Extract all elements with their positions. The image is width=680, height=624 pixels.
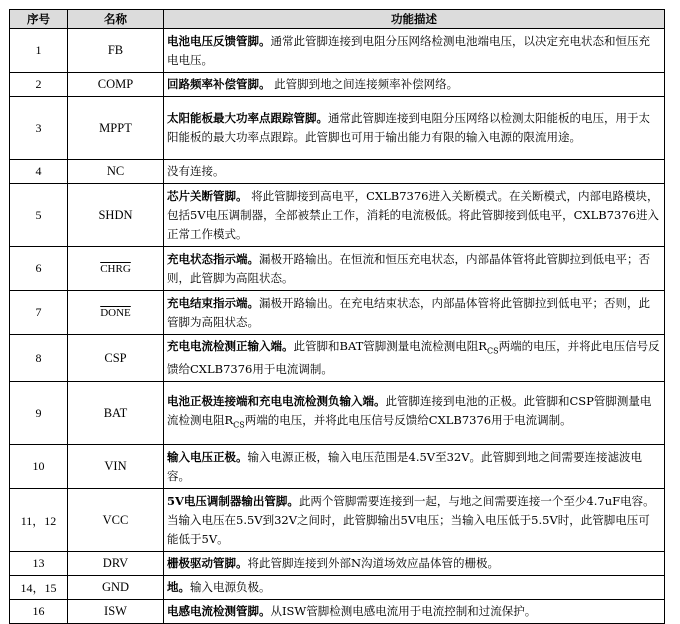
description-title: 电池电压反馈管脚。 bbox=[167, 33, 271, 48]
pin-name: BAT bbox=[68, 382, 164, 445]
description-title: 充电结束指示端。 bbox=[167, 295, 259, 310]
description-title: 芯片关断管脚。 bbox=[167, 188, 248, 203]
table-row bbox=[10, 552, 665, 576]
pin-name: SHDN bbox=[68, 184, 164, 247]
pin-number: 7 bbox=[10, 291, 68, 335]
pin-description bbox=[164, 552, 665, 576]
description-text: 此管脚和BAT管脚测量电流检测电阻R bbox=[293, 339, 487, 353]
subscript: CS bbox=[233, 420, 245, 430]
pin-name-overlined: CHRG bbox=[100, 263, 131, 275]
description-title: 充电状态指示端。 bbox=[167, 251, 259, 266]
description-text: 通常此管脚连接到电阻分压网络检测电池端电压，以决定充电状态和恒压充电电压。 bbox=[167, 33, 650, 67]
table-row bbox=[10, 184, 665, 247]
pin-number: 8 bbox=[10, 335, 68, 382]
table-row bbox=[10, 576, 665, 600]
pin-name bbox=[68, 247, 164, 291]
description-text: 两端的电压，并将此电压信号反馈给CXLB7376用于电流调制。 bbox=[167, 339, 660, 377]
table-row bbox=[10, 600, 665, 624]
table-row bbox=[10, 73, 665, 97]
pin-number: 14，15 bbox=[10, 576, 68, 600]
description-title: 电池正极连接端和充电电流检测负输入端。 bbox=[167, 394, 386, 409]
pin-number: 2 bbox=[10, 73, 68, 97]
description-text: 此两个管脚需要连接到一起，与地之间需要连接一个至少4.7uF电容。当输入电压在5.5V到32V之间时，此管脚输出5V电压；当输入电压低于5.5V时，此管脚电压可能低于5V。 bbox=[167, 493, 655, 546]
description-text: 两端的电压，并将此电压信号反馈给CXLB7376用于电流调制。 bbox=[244, 413, 572, 428]
description-title: 栅极驱动管脚。 bbox=[167, 556, 248, 571]
pin-description bbox=[164, 73, 665, 97]
pin-name: ISW bbox=[68, 600, 164, 624]
pin-number: 10 bbox=[10, 445, 68, 489]
table-row bbox=[10, 489, 665, 552]
table-row bbox=[10, 291, 665, 335]
pin-number: 5 bbox=[10, 184, 68, 247]
description-title: 电感电流检测管脚。 bbox=[167, 604, 271, 619]
description-title: 充电电流检测正输入端。 bbox=[167, 339, 294, 353]
header-num: 序号 bbox=[10, 10, 68, 29]
description-title: 地。 bbox=[167, 580, 190, 595]
pin-name: MPPT bbox=[68, 97, 164, 160]
description-text: 漏极开路输出。在充电结束状态，内部晶体管将此管脚拉到低电平；否则，此管脚为高阻状态。 bbox=[167, 295, 650, 329]
description-text: 通常此管脚连接到电阻分压网络以检测太阳能板的电压，用于太阳能板的最大功率点跟踪。此管脚也可用于输出能力有限的输入电源的限流用途。 bbox=[167, 111, 650, 144]
pin-description bbox=[164, 600, 665, 624]
pin-description bbox=[164, 184, 665, 247]
pin-description bbox=[164, 160, 665, 184]
pin-description bbox=[164, 291, 665, 335]
pin-name: VIN bbox=[68, 445, 164, 489]
pin-name: CSP bbox=[68, 335, 164, 382]
description-text: 输入电源负极。 bbox=[190, 580, 271, 595]
pin-name-overlined: DONE bbox=[100, 307, 131, 319]
pin-number: 1 bbox=[10, 29, 68, 73]
description-text: 输入电源正极，输入电压范围是4.5V至32V。此管脚到地之间需要连接滤波电容。 bbox=[167, 449, 643, 483]
description-title: 5V电压调制器输出管脚。 bbox=[167, 493, 299, 508]
pin-description bbox=[164, 382, 665, 445]
table-row bbox=[10, 29, 665, 73]
table-row bbox=[10, 247, 665, 291]
header-desc: 功能描述 bbox=[164, 10, 665, 29]
pin-description bbox=[164, 335, 665, 382]
table-row bbox=[10, 160, 665, 184]
table-row bbox=[10, 335, 665, 382]
pin-description bbox=[164, 29, 665, 73]
description-text: 漏极开路输出。在恒流和恒压充电状态，内部晶体管将此管脚拉到低电平；否则，此管脚为高阻状态。 bbox=[167, 251, 650, 285]
pin-description bbox=[164, 576, 665, 600]
pin-name: NC bbox=[68, 160, 164, 184]
pin-name bbox=[68, 291, 164, 335]
table-row bbox=[10, 382, 665, 445]
table-row bbox=[10, 97, 665, 160]
pin-number: 16 bbox=[10, 600, 68, 624]
table-header-row bbox=[10, 10, 665, 29]
description-text: 此管脚连接到电池的正极。此管脚和CSP管脚测量电流检测电阻R bbox=[167, 394, 652, 428]
pin-number: 13 bbox=[10, 552, 68, 576]
pin-name: VCC bbox=[68, 489, 164, 552]
pin-name: FB bbox=[68, 29, 164, 73]
description-text: 此管脚到地之间连接频率补偿网络。 bbox=[270, 77, 459, 91]
pin-number: 11，12 bbox=[10, 489, 68, 552]
header-name: 名称 bbox=[68, 10, 164, 29]
description-text: 没有连接。 bbox=[167, 164, 225, 178]
pin-number: 9 bbox=[10, 382, 68, 445]
pin-description bbox=[164, 445, 665, 489]
pin-number: 3 bbox=[10, 97, 68, 160]
description-text: 从ISW管脚检测电感电流用于电流控制和过流保护。 bbox=[270, 604, 537, 619]
description-text: 将此管脚连接到外部N沟道场效应晶体管的栅极。 bbox=[247, 556, 500, 571]
pin-name: COMP bbox=[68, 73, 164, 97]
pin-name: GND bbox=[68, 576, 164, 600]
description-title: 太阳能板最大功率点跟踪管脚。 bbox=[167, 111, 328, 125]
table-row bbox=[10, 445, 665, 489]
pin-description bbox=[164, 97, 665, 160]
pin-function-table bbox=[9, 9, 665, 624]
pin-description bbox=[164, 247, 665, 291]
pin-number: 6 bbox=[10, 247, 68, 291]
pin-name: DRV bbox=[68, 552, 164, 576]
pin-description bbox=[164, 489, 665, 552]
description-title: 输入电压正极。 bbox=[167, 449, 248, 464]
description-title: 回路频率补偿管脚。 bbox=[167, 77, 271, 91]
description-text: 将此管脚接到高电平，CXLB7376进入关断模式。在关断模式，内部电路模块，包括5V电压调制器，全部被禁止工作，消耗的电流极低。将此管脚接到低电平，CXLB7376进入正常工作模式。 bbox=[167, 188, 659, 241]
subscript: CS bbox=[486, 346, 499, 356]
pin-number: 4 bbox=[10, 160, 68, 184]
